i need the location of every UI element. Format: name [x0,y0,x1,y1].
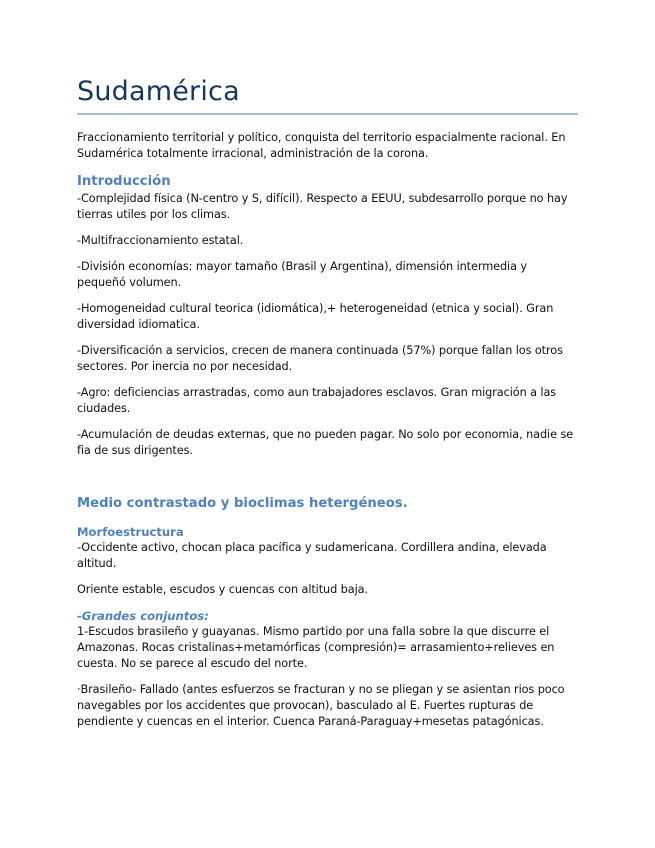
subheading-grandes-conjuntos: -Grandes conjuntos: [77,609,209,623]
paragraph: -Multifraccionamiento estatal. [77,234,244,247]
paragraph: -Agro: deficiencias arrastradas, como aun trabajadores esclavos. Gran migración a las ciudades. [77,386,557,415]
paragraph: -Homogeneidad cultural teorica (idiomática),+ heterogeneidad (etnica y social). Gran diversidad idiomatica. [77,302,554,331]
paragraph: -Acumulación de deudas externas, que no pueden pagar. No solo por economia, nadie se fia de sus dirigentes. [77,428,574,457]
document-title: Sudamérica [77,76,240,107]
section-heading-introduccion: Introducción [77,174,171,189]
paragraph: ·Brasileño- Fallado (antes esfuerzos se fracturan y no se pliegan y se asientan rios poco navegables por los accidentes que provocan), basculado al E. Fuertes rupturas de pendiente y cuencas en el interior. Cuenca Paraná-Paraguay+mesetas patagónicas. [77,683,565,728]
intro-paragraph: Fraccionamiento territorial y político, conquista del territorio espacialmente racional. En Sudamérica totalmente irracional, administración de la corona. [77,131,566,160]
paragraph: -Occidente activo, chocan placa pacífica y sudamericana. Cordillera andina, elevada altitud. [77,541,547,570]
paragraph: -Complejidad física (N-centro y S, difícil). Respecto a EEUU, subdesarrollo porque no hay tierras utiles por los climas. [77,192,568,221]
paragraph: -División economías: mayor tamaño (Brasil y Argentina), dimensión intermedia y pequeñó volumen. [77,260,527,289]
title-underline [77,113,578,115]
paragraph: 1-Escudos brasileño y guayanas. Mismo partido por una falla sobre la que discurre el Amazonas. Rocas cristalinas+metamórficas (compresión)= arrasamiento+relieves en cuesta. No se parece al escudo del norte. [77,625,555,670]
document-page [77,74,578,740]
paragraph: Oriente estable, escudos y cuencas con altitud baja. [77,583,368,596]
section-heading-medio: Medio contrastado y bioclimas hetergéneos. [77,496,408,511]
subheading-morfoestructura: Morfoestructura [77,525,184,539]
paragraph: -Diversificación a servicios, crecen de manera continuada (57%) porque fallan los otros sectores. Por inercia no por necesidad. [77,344,563,373]
